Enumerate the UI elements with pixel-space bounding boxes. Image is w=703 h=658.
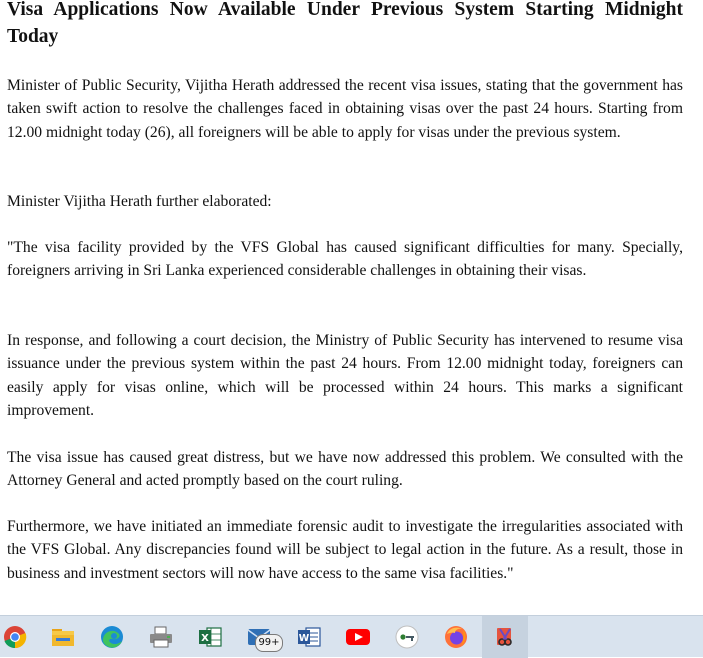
mail-unread-badge: 99+ bbox=[255, 634, 283, 652]
paragraph-1: Minister of Public Security, Vijitha Herath addressed the recent visa issues, stating that the government has taken swift action to resolve the challenges faced in obtaining visas over the past 24 hours. Starting from 12.00 midnight today (26), all foreigners will be able to apply for visas under the previous system. bbox=[7, 77, 683, 141]
file-explorer-icon[interactable] bbox=[50, 624, 76, 650]
paragraph-4: In response, and following a court decision, the Ministry of Public Security has intervened to resume visa issuance under the previous system within the past 24 hours. From 12.00 midnight today, foreigners can easily apply for visas online, which will be processed within 24 hours. This marks a significant improvement. bbox=[7, 332, 683, 419]
printer-icon[interactable] bbox=[148, 624, 174, 650]
article-title-block bbox=[0, 0, 703, 50]
edge-icon[interactable] bbox=[99, 624, 125, 650]
word-icon[interactable] bbox=[296, 624, 322, 650]
chrome-icon[interactable] bbox=[2, 624, 28, 650]
paragraph-2: Minister Vijitha Herath further elaborated: bbox=[7, 193, 272, 210]
paragraph-5: The visa issue has caused great distress, but we have now addressed this problem. We consulted with the Attorney General and acted promptly based on the court ruling. bbox=[7, 449, 683, 490]
excel-icon[interactable] bbox=[197, 624, 223, 650]
article-title: Visa Applications Now Available Under Previous System Starting Midnight Today bbox=[7, 0, 683, 47]
svg-text:X: X bbox=[201, 633, 209, 644]
paragraph-6: Furthermore, we have initiated an immediate forensic audit to investigate the irregularities associated with the VFS Global. Any discrepancies found will be subject to legal action in the future. As a result, those in business and investment sectors will now have access to the same visa facilities." bbox=[7, 518, 683, 582]
youtube-icon[interactable] bbox=[345, 624, 371, 650]
snipping-tool-icon[interactable] bbox=[492, 624, 518, 650]
firefox-icon[interactable] bbox=[443, 624, 469, 650]
taskbar bbox=[0, 615, 703, 657]
app-icon[interactable] bbox=[394, 624, 420, 650]
paragraph-3: "The visa facility provided by the VFS Global has caused significant difficulties for many. Specially, foreigners arriving in Sri Lanka experienced considerable challenges in obtaining their visas. bbox=[7, 239, 683, 280]
svg-text:W: W bbox=[298, 633, 310, 644]
